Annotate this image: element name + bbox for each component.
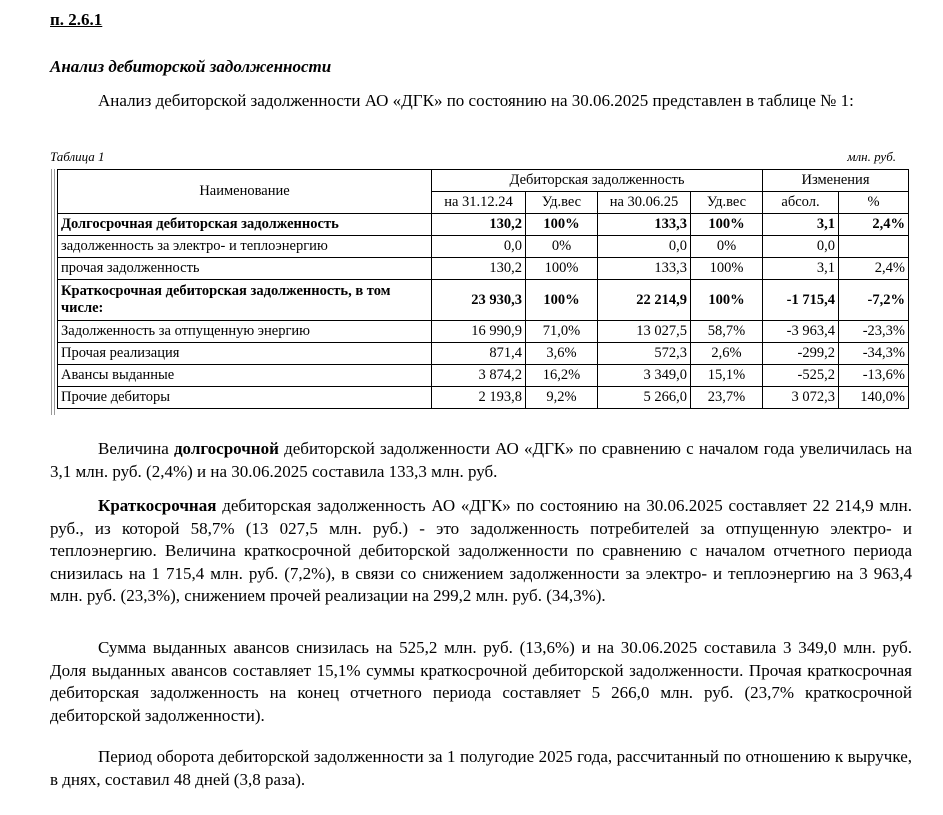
cell-value: 133,3 <box>598 214 691 236</box>
table-row <box>58 343 909 365</box>
cell-value: -3 963,4 <box>763 321 839 343</box>
text: Величина <box>98 439 174 458</box>
table-row <box>58 258 909 280</box>
cell-value: 572,3 <box>598 343 691 365</box>
row-label: Авансы выданные <box>58 365 432 387</box>
cell-value: 871,4 <box>432 343 526 365</box>
row-label: прочая задолженность <box>58 258 432 280</box>
header-col: абсол. <box>763 192 839 214</box>
intro-paragraph: Анализ дебиторской задолженности АО «ДГК» по состоянию на 30.06.2025 представлен в таблице № 1: <box>98 91 854 110</box>
cell-value: 100% <box>526 214 598 236</box>
table-row <box>58 387 909 409</box>
header-col: Уд.вес <box>691 192 763 214</box>
row-label: Задолженность за отпущенную энергию <box>58 321 432 343</box>
cell-value: 0,0 <box>763 236 839 258</box>
cell-value: 100% <box>526 258 598 280</box>
cell-value: 9,2% <box>526 387 598 409</box>
cell-value: 71,0% <box>526 321 598 343</box>
row-label: Прочие дебиторы <box>58 387 432 409</box>
cell-value: 16 990,9 <box>432 321 526 343</box>
cell-value: 133,3 <box>598 258 691 280</box>
paragraph-long-term <box>50 438 912 483</box>
receivables-table <box>57 169 909 409</box>
cell-value: 2,6% <box>691 343 763 365</box>
header-col: на 30.06.25 <box>598 192 691 214</box>
table-row <box>58 236 909 258</box>
section-title: Анализ дебиторской задолженности <box>50 57 332 76</box>
header-name: Наименование <box>58 170 432 214</box>
cell-value: 140,0% <box>839 387 909 409</box>
cell-value: -34,3% <box>839 343 909 365</box>
cell-value: 3,6% <box>526 343 598 365</box>
cell-value: 3 072,3 <box>763 387 839 409</box>
bold-text: Краткосрочная <box>98 496 217 515</box>
cell-value: 0% <box>526 236 598 258</box>
header-changes: Изменения <box>763 170 909 192</box>
cell-value: 2,4% <box>839 258 909 280</box>
cell-value: 0,0 <box>432 236 526 258</box>
table-row <box>58 365 909 387</box>
bold-text: долгосрочной <box>173 439 279 458</box>
row-label: Краткосрочная дебиторская задолженность, в том числе: <box>58 280 432 321</box>
table-row <box>58 280 909 321</box>
cell-value: 130,2 <box>432 214 526 236</box>
table-row <box>58 214 909 236</box>
cell-value: 3,1 <box>763 214 839 236</box>
cell-value: 2 193,8 <box>432 387 526 409</box>
section-number: п. 2.6.1 <box>50 10 103 29</box>
header-col: % <box>839 192 909 214</box>
cell-value: 5 266,0 <box>598 387 691 409</box>
cell-value: 23 930,3 <box>432 280 526 321</box>
table-row <box>58 321 909 343</box>
cell-value: 58,7% <box>691 321 763 343</box>
cell-value: 0% <box>691 236 763 258</box>
header-receivables: Дебиторская задолженность <box>432 170 763 192</box>
cell-value: -13,6% <box>839 365 909 387</box>
cell-value: 16,2% <box>526 365 598 387</box>
cell-value: 3 874,2 <box>432 365 526 387</box>
paragraph-advances: Сумма выданных авансов снизилась на 525,2 млн. руб. (13,6%) и на 30.06.2025 составила 3 349,0 млн. руб. Доля выданных авансов составляет 15,1% суммы краткосрочной дебиторской задолженности. Прочая краткосрочная дебиторская задолженность на конец отчетного периода составляет 5 266,0 млн. руб. (23,7% краткосрочной дебиторской задолженности). <box>50 638 912 725</box>
table-units: млн. руб. <box>847 149 896 164</box>
table-caption: Таблица 1 <box>50 149 105 164</box>
header-col: Уд.вес <box>526 192 598 214</box>
paragraph-short-term <box>50 495 912 608</box>
row-label: Долгосрочная дебиторская задолженность <box>58 214 432 236</box>
cell-value: 3,1 <box>763 258 839 280</box>
table-header-row <box>58 170 909 192</box>
cell-value: 23,7% <box>691 387 763 409</box>
cell-value: -7,2% <box>839 280 909 321</box>
cell-value <box>839 236 909 258</box>
text: дебиторская задолженность АО «ДГК» по состоянию на 30.06.2025 составляет 22 214,9 млн. руб., из которой 58,7% (13 027,5 млн. руб.) - это задолженность потребителей за отпущенную электро- и теплоэнергию. Величина краткосрочной дебиторской задолженности по сравнению с началом отчетного периода снизилась на 1 715,4 млн. руб. (7,2%), в связи со снижением задолженности за электро- и теплоэнергию на 3 963,4 млн. руб. (23,3%), снижением прочей реализации на 299,2 млн. руб. (34,3%). <box>50 496 912 605</box>
cell-value: 15,1% <box>691 365 763 387</box>
cell-value: 100% <box>691 214 763 236</box>
cell-value: 22 214,9 <box>598 280 691 321</box>
cell-value: 130,2 <box>432 258 526 280</box>
cell-value: 2,4% <box>839 214 909 236</box>
cell-value: 3 349,0 <box>598 365 691 387</box>
table-left-rule <box>51 169 55 415</box>
cell-value: -1 715,4 <box>763 280 839 321</box>
cell-value: 100% <box>526 280 598 321</box>
cell-value: 100% <box>691 258 763 280</box>
cell-value: -23,3% <box>839 321 909 343</box>
paragraph-turnover: Период оборота дебиторской задолженности за 1 полугодие 2025 года, рассчитанный по отношению к выручке, в днях, составил 48 дней (3,8 раза). <box>50 747 912 789</box>
cell-value: -299,2 <box>763 343 839 365</box>
cell-value: 13 027,5 <box>598 321 691 343</box>
header-col: на 31.12.24 <box>432 192 526 214</box>
row-label: задолженность за электро- и теплоэнергию <box>58 236 432 258</box>
row-label: Прочая реализация <box>58 343 432 365</box>
cell-value: 100% <box>691 280 763 321</box>
cell-value: 0,0 <box>598 236 691 258</box>
cell-value: -525,2 <box>763 365 839 387</box>
text: дебиторской задолженности АО «ДГК» по сравнению с началом года увеличилась на 3,1 млн. руб. (2,4%) и на 30.06.2025 составила 133,3 млн. руб. <box>50 439 912 481</box>
